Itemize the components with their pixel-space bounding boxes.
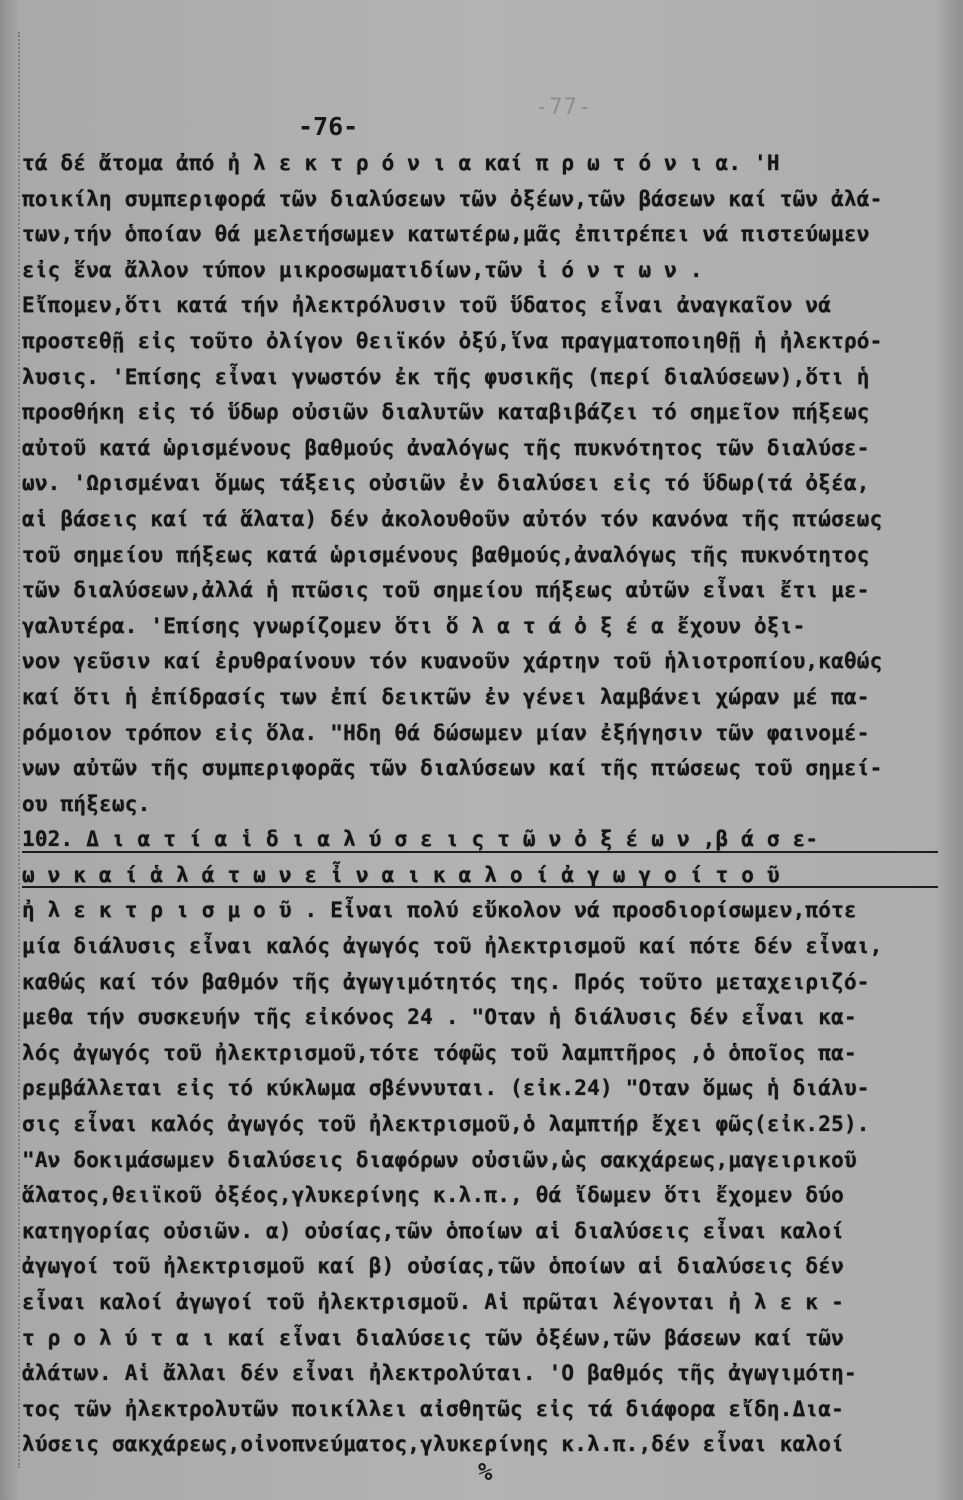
text-line: λύσεις σακχάρεως,οἰνοπνεύματος,γλυκερίνης κ.λ.π.,δέν εἶναι καλοί — [22, 1432, 844, 1457]
text-line: νον γεῦσιν καί ἐρυθραίνουν τόν κυανοῦν χάρτην τοῦ ἡλιοτροπίου,καθώς — [22, 649, 883, 674]
section-heading-line: 102. Δ ι α τ ί α ἱ δ ι α λ ύ σ ε ι ς τ ῶ ν ὀ ξ έ ω ν ,β ά σ ε- — [22, 827, 819, 852]
text-line: νων αὐτῶν τῆς συμπεριφορᾶς τῶν διαλύσεων καί τῆς πτώσεως τοῦ σημεί- — [22, 756, 883, 781]
text-line: τῶν διαλύσεων,ἀλλά ἡ πτῶσις τοῦ σημείου πήξεως αὐτῶν εἶναι ἔτι με- — [22, 578, 870, 603]
body-text — [22, 146, 942, 1463]
text-line: μεθα τήν συσκευήν τῆς εἰκόνος 24 . "Οταν ἡ διάλυσις δέν εἶναι κα- — [22, 1005, 857, 1030]
text-line: γαλυτέρα. 'Επίσης γνωρίζομεν ὅτι ὅ λ α τ ά ὀ ξ έ α ἔχουν ὀξι- — [22, 613, 806, 638]
text-line: ἅλατος,θειϊκοῦ ὀξέος,γλυκερίνης κ.λ.π., θά ἴδωμεν ὅτι ἔχομεν δύο — [22, 1183, 844, 1208]
bottom-mark: % — [478, 1458, 493, 1486]
text-line: λυσις. 'Επίσης εἶναι γνωστόν ἐκ τῆς φυσικῆς (περί διαλύσεων),ὅτι ἡ — [22, 364, 870, 389]
section-heading-line: ω ν κ α ί ἁ λ ά τ ω ν ε ἶ ν α ι κ α λ ο ί ἀ γ ω γ ο ί τ ο ῦ — [22, 862, 780, 887]
text-line: ρεμβάλλεται εἰς τό κύκλωμα σβέννυται. (εἰκ.24) "Οταν ὅμως ἡ διάλυ- — [22, 1076, 870, 1101]
text-line: ἀγωγοί τοῦ ἠλεκτρισμοῦ καί β) οὐσίας,τῶν ὁποίων αἱ διαλύσεις δέν — [22, 1254, 844, 1279]
text-line: των,τήν ὁποίαν θά μελετήσωμεν κατωτέρω,μᾶς ἐπιτρέπει νά πιστεύωμεν — [22, 222, 870, 247]
heading-underline — [22, 851, 938, 853]
text-line: ἁλάτων. Αἱ ἄλλαι δέν εἶναι ἠλεκτρολύται. 'Ο βαθμός τῆς ἀγωγιμότη- — [22, 1361, 857, 1386]
text-line: ποικίλη συμπεριφορά τῶν διαλύσεων τῶν ὀξέων,τῶν βάσεων καί τῶν ἀλά- — [22, 186, 883, 211]
text-line: κατηγορίας οὐσιῶν. α) οὐσίας,τῶν ὁποίων αἱ διαλύσεις εἶναι καλοί — [22, 1218, 844, 1243]
heading-underline — [22, 886, 938, 888]
text-line: σις εἶναι καλός ἀγωγός τοῦ ἠλεκτρισμοῦ,ὁ λαμπτήρ ἔχει φῶς(εἰκ.25). — [22, 1112, 870, 1137]
text-line: εἰς ἕνα ἄλλον τύπον μικροσωματιδίων,τῶν ἰ ό ν τ ω ν . — [22, 257, 703, 282]
section-heading-line: ἠ λ ε κ τ ρ ι σ μ ο ῦ . Εἶναι πολύ εὔκολον νά προσδιορίσωμεν,πότε — [22, 898, 857, 923]
text-line: τά δέ ἄτομα ἀπό ἠ λ ε κ τ ρ ό ν ι α καί π ρ ω τ ό ν ι α. 'Η — [22, 151, 780, 175]
bleed-through-page-number: -77- — [535, 95, 592, 120]
page-number: -76- — [298, 112, 359, 141]
text-line: προστεθῇ εἰς τοῦτο ὀλίγον θειϊκόν ὀξύ,ἵνα πραγματοποιηθῇ ἡ ἠλεκτρό- — [22, 328, 883, 353]
text-line: λός ἀγωγός τοῦ ἠλεκτρισμοῦ,τότε τόφῶς τοῦ λαμπτῆρος ,ὁ ὁποῖος πα- — [22, 1040, 857, 1065]
text-line: "Αν δοκιμάσωμεν διαλύσεις διαφόρων οὐσιῶν,ὡς σακχάρεως,μαγειρικοῦ — [22, 1147, 857, 1172]
text-line: εἶναι καλοί ἀγωγοί τοῦ ἠλεκτρισμοῦ. Αἱ πρῶται λέγονται ἠ λ ε κ - — [22, 1290, 844, 1314]
text-line: καθώς καί τόν βαθμόν τῆς ἀγωγιμότητός της. Πρός τοῦτο μεταχειριζό- — [22, 969, 870, 994]
text-line: τοῦ σημείου πήξεως κατά ὡρισμένους βαθμούς,ἀναλόγως τῆς πυκνότητος — [22, 542, 870, 567]
text-line: ου πήξεως. — [22, 791, 151, 816]
text-line: Εἴπομεν,ὅτι κατά τήν ἠλεκτρόλυσιν τοῦ ὕδατος εἶναι ἀναγκαῖον νά — [22, 293, 832, 318]
text-line: καί ὅτι ἡ ἐπίδρασίς των ἐπί δεικτῶν ἐν γένει λαμβάνει χώραν μέ πα- — [22, 684, 870, 709]
text-line: τ ρ ο λ ύ τ α ι καί εἶναι διαλύσεις τῶν ὀξέων,τῶν βάσεων καί τῶν — [22, 1325, 844, 1350]
text-line: ρόμοιον τρόπον εἰς ὅλα. "Ηδη θά δώσωμεν μίαν ἐξήγησιν τῶν φαινομέ- — [22, 720, 870, 745]
text-line: τος τῶν ἠλεκτρολυτῶν ποικίλλει αἰσθητῶς εἰς τά διάφορα εἴδη.Δια- — [22, 1396, 844, 1421]
text-line: μία διάλυσις εἶναι καλός ἀγωγός τοῦ ἠλεκτρισμοῦ καί πότε δέν εἶναι, — [22, 934, 883, 959]
text-line: αἱ βάσεις καί τά ἅλατα) δέν ἀκολουθοῦν αὐτόν τόν κανόνα τῆς πτώσεως — [22, 506, 883, 531]
text-line: προσθήκη εἰς τό ὕδωρ οὐσιῶν διαλυτῶν καταβιβάζει τό σημεῖον πήξεως — [22, 400, 870, 425]
text-line: αὐτοῦ κατά ὡρισμένους βαθμούς ἀναλόγως τῆς πυκνότητος τῶν διαλύσε- — [22, 435, 870, 460]
text-line: ων. 'Ωρισμέναι ὅμως τάξεις οὐσιῶν ἐν διαλύσει εἰς τό ὕδωρ(τά ὀξέα, — [22, 471, 870, 496]
